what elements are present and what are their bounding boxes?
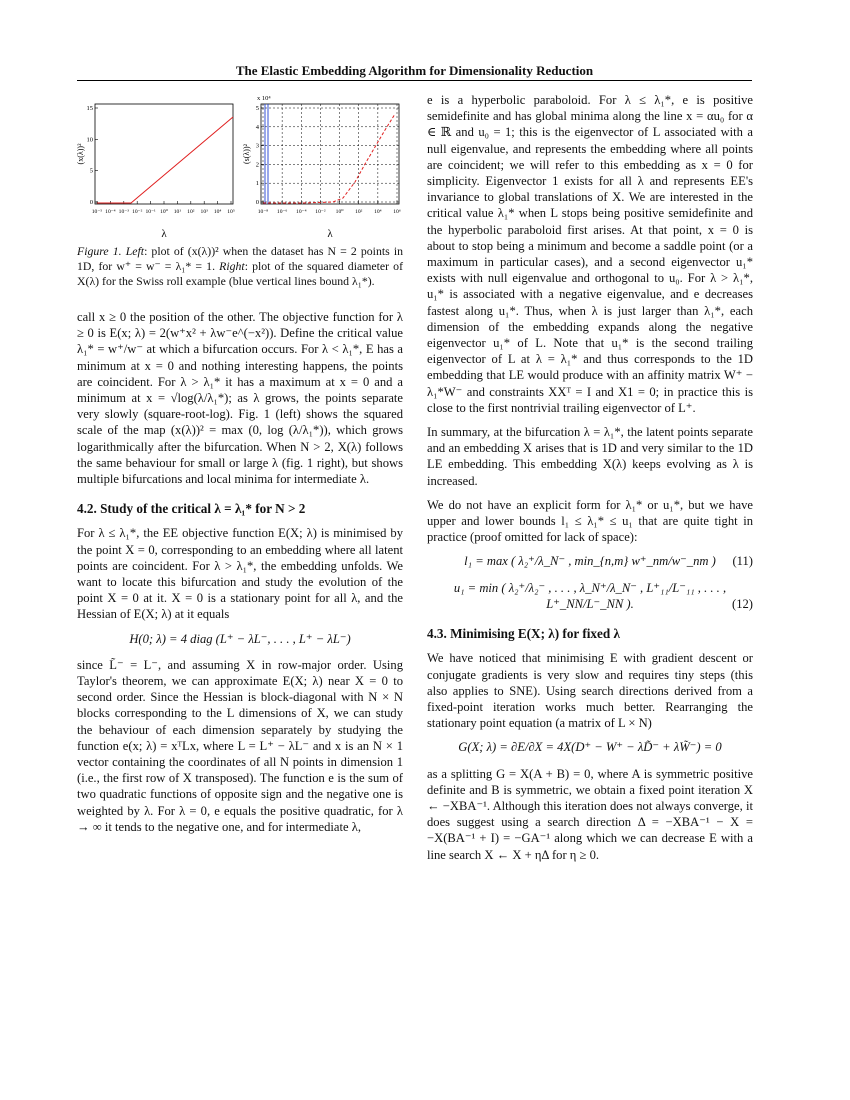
x-tick-label: 10⁻² <box>315 209 326 215</box>
left-plot-y-label: (x(λ))² <box>76 143 85 165</box>
equation-12-body: u₁ = min ( λ₂⁺/λ₂⁻ , . . . , λ_N⁺/λ_N⁻ , L⁺₁₁/L⁻₁₁ , . . . , L⁺_NN/L⁻_NN ). <box>453 580 727 611</box>
x-tick-label: 10⁻⁴ <box>105 209 116 215</box>
right-plot-y-label: (s(λ))² <box>242 143 251 165</box>
x-tick-label: 10⁻⁶ <box>276 209 288 215</box>
left-paragraph-1: call x ≥ 0 the position of the other. The objective function for λ ≥ 0 is E(x; λ) = 2(w⁺x² + λw⁻e^(−x²)). Define the critical value λ₁* = w⁺/w⁻ at which a bifurcation occurs. For λ < λ₁*, E has a minimum at x = 0 and nothing interesting happens, the points are coincident. For λ > λ₁* it has a maximum at x = 0 and a minimum at x = √log(λ/λ₁*); as λ grows, the points separate very slowly (square-root-log). Fig. 1 (left) shows the squared scale of the map (x(λ))² = max (0, log (λ/λ₁*)), which grows logarithmically after the bifurcation. When N > 2, X(λ) follows the same behaviour for small or large λ (fig. 1 right), but shows multiple bifurcations and local minima for intermediate λ. <box>77 310 403 487</box>
x-tick-label: 10² <box>187 209 195 215</box>
x-tick-label: 10² <box>355 209 363 215</box>
equation-11-body: l₁ = max ( λ₂⁺/λ_N⁻ , min_{n,m} w⁺_nm/w⁻_nm ) <box>464 554 716 569</box>
equation-12-number: (12) <box>732 596 753 611</box>
gradient-equation: G(X; λ) = ∂E/∂X = 4X(D⁺ − W⁺ − λD̃⁻ + λW̃⁻) = 0 <box>458 740 722 755</box>
right-paragraph-4: We have noticed that minimising E with gradient descent or conjugate gradients is very slow and requires tiny steps (this also applies to SNE). Using search directions derived from a fixed-point iteration works much better. Rearranging the stationary point equation (a matrix of L × N) <box>427 651 753 731</box>
x-tick-label: 10⁰ <box>335 209 344 215</box>
x-tick-label: 10⁻¹ <box>145 209 156 215</box>
right-column <box>427 92 753 871</box>
caption-right-word: Right <box>219 259 245 273</box>
right-plot-y-multiplier: x 10⁴ <box>257 95 271 102</box>
caption-label: Figure 1. <box>77 244 122 258</box>
y-tick-label: 0 <box>89 199 93 206</box>
figure-caption <box>77 244 403 289</box>
y-tick-label: 2 <box>255 161 259 169</box>
caption-left-text: : plot of (x(λ))² when the dataset has N = 2 points in 1D, for w⁺ = w⁻ = λ₁* = 1. <box>77 244 403 273</box>
x-tick-label: 10⁴ <box>213 209 222 215</box>
x-tick-label: 10⁻⁵ <box>91 209 103 215</box>
caption-left-word: Left <box>125 244 145 258</box>
left-paragraph-3: since L̃⁻ = L⁻, and assuming X in row-major order. Using Taylor's theorem, we can approximate E(X; λ) near X = 0 to second order. Since the Hessian is block-diagonal with N × N blocks corresponding to the L dimensions of X, we can study the behaviour of each dimension separately by studying the function e(x; λ) = xᵀLx, where L = L⁺ − λL⁻ and x is an N × 1 vector containing the coordinates of all N points in dimension 1 (i.e., the first row of X transposed). The function e is the sum of two quadratic functions of opposite sign and the negative one is weighted by λ. For λ = 0, e equals the positive quadratic, for λ → ∞ it tends to the negative one, and for intermediate λ, <box>77 657 403 834</box>
left-plot <box>77 92 237 240</box>
left-plot-y-ticks <box>87 105 99 206</box>
header-rule <box>77 80 752 81</box>
y-tick-label: 15 <box>86 105 93 112</box>
left-column <box>77 92 403 843</box>
x-tick-label: 10⁻⁴ <box>296 209 307 215</box>
left-plot-frame <box>95 104 233 204</box>
right-paragraph-2: In summary, at the bifurcation λ = λ₁*, the latent points separate and an embedding X arises that is 1D and very similar to the 1D LE embedding. This embedding X(λ) keeps evolving as λ is increased. <box>427 425 753 488</box>
right-paragraph-3: We do not have an explicit form for λ₁* or u₁*, but we have upper and lower bounds l₁ ≤ λ₁* ≤ u₁ that are quite tight in practice (proof omitted for lack of space): <box>427 497 753 545</box>
x-tick-label: 10⁻⁸ <box>257 209 269 215</box>
y-tick-label: 0 <box>255 199 259 206</box>
figure-1 <box>77 92 403 240</box>
left-paragraph-2: For λ ≤ λ₁*, the EE objective function E(X; λ) is minimised by the point X = 0, corresponding to an embedding where all latent points are coincident. For λ > λ₁*, the embedding unfolds. We want to locate this bifurcation and study the evolution of the point X = 0 at it. X = 0 is a stationary point for all λ, and the Hessian of E(X; λ) at it equals <box>77 526 403 622</box>
right-paragraph-1: e is a hyperbolic paraboloid. For λ ≤ λ₁*, e is positive semidefinite and has global minima along the line x = αu₀ for α ∈ ℝ and u₀ = 1; this is the eigenvector of L associated with a null eigenvalue, and represents the embedding where all points are coincident; we will refer to this embedding as x = 0 for simplicity. Eigenvector 1 exists for all λ and represents EE's invariance to global translations of X. We are interested in the critical value λ₁* when L stops being positive semidefinite and the hyperbolic paraboloid first arises. At that point, x = 0 is about to stop being a minimum and become a saddle point (or a maximum in particular cases), and a second eigenvector u₁* exists with null eigenvalue and orthogonal to u₀. For λ > λ₁*, u₁* is associated with a negative eigenvalue, and e decreases fastest along u₁*. Thus, when λ is just larger than λ₁*, each dimension of the embedding expands along the negative eigenvector u₁* of L. Note that u₁* is the second trailing eigenvector of L at λ = λ₁* and thus corresponds to the 1D embedding that LE would produce with an affinity matrix W⁺ − λ₁*W⁻ and constraints XXᵀ = I and X1 = 0; in practice this is close to the first nontrivial trailing eigenvector of L⁺. <box>427 93 753 415</box>
y-tick-label: 3 <box>255 142 259 150</box>
left-plot-curve <box>97 117 233 203</box>
right-plot-grid <box>261 104 399 204</box>
x-tick-label: 10⁵ <box>227 209 235 215</box>
equation-11-number: (11) <box>732 554 753 569</box>
right-plot-x-label: λ <box>327 228 333 240</box>
right-paragraph-5: as a splitting G = X(A + B) = 0, where A is symmetric positive definite and B is symmetric, we obtain a fixed point iteration X ← −XBA⁻¹. Although this iteration does not always converge, it does suggest using a search direction Δ = −XBA⁻¹ − X = −X(BA⁻¹ + I) = −GA⁻¹ along which we can decrease E with a line search X ← X + ηΔ for η ≥ 0. <box>427 766 753 862</box>
right-plot-curve <box>263 114 395 203</box>
x-tick-label: 10¹ <box>173 209 182 215</box>
y-tick-label: 5 <box>255 105 259 112</box>
x-tick-label: 10⁻² <box>132 209 143 215</box>
caption-right-text: : plot of the squared diameter of X(λ) for the Swiss roll example (blue vertical lines bound λ₁*). <box>77 259 404 288</box>
x-tick-label: 10⁴ <box>374 209 382 215</box>
hessian-equation: H(0; λ) = 4 diag (L⁺ − λL⁻, . . . , L⁺ − λL⁻) <box>129 631 351 646</box>
equation-12 <box>427 580 753 612</box>
y-tick-label: 1 <box>255 180 259 188</box>
right-plot-frame <box>261 104 399 204</box>
section-4-2-title: 4.2. Study of the critical λ = λ₁* for N > 2 <box>77 501 306 517</box>
x-tick-label: 10³ <box>200 209 208 215</box>
x-tick-label: 10⁰ <box>160 209 168 215</box>
running-head: The Elastic Embedding Algorithm for Dimensionality Reduction <box>235 63 594 78</box>
y-tick-label: 10 <box>86 136 93 144</box>
right-plot <box>243 92 403 240</box>
section-4-3-title: 4.3. Minimising E(X; λ) for fixed λ <box>427 626 620 642</box>
x-tick-label: 10⁻³ <box>118 209 129 215</box>
x-tick-label: 10⁶ <box>393 209 401 215</box>
y-tick-label: 4 <box>255 123 259 131</box>
equation-11 <box>427 553 753 569</box>
left-plot-x-label: λ <box>161 228 167 240</box>
y-tick-label: 5 <box>89 167 93 175</box>
